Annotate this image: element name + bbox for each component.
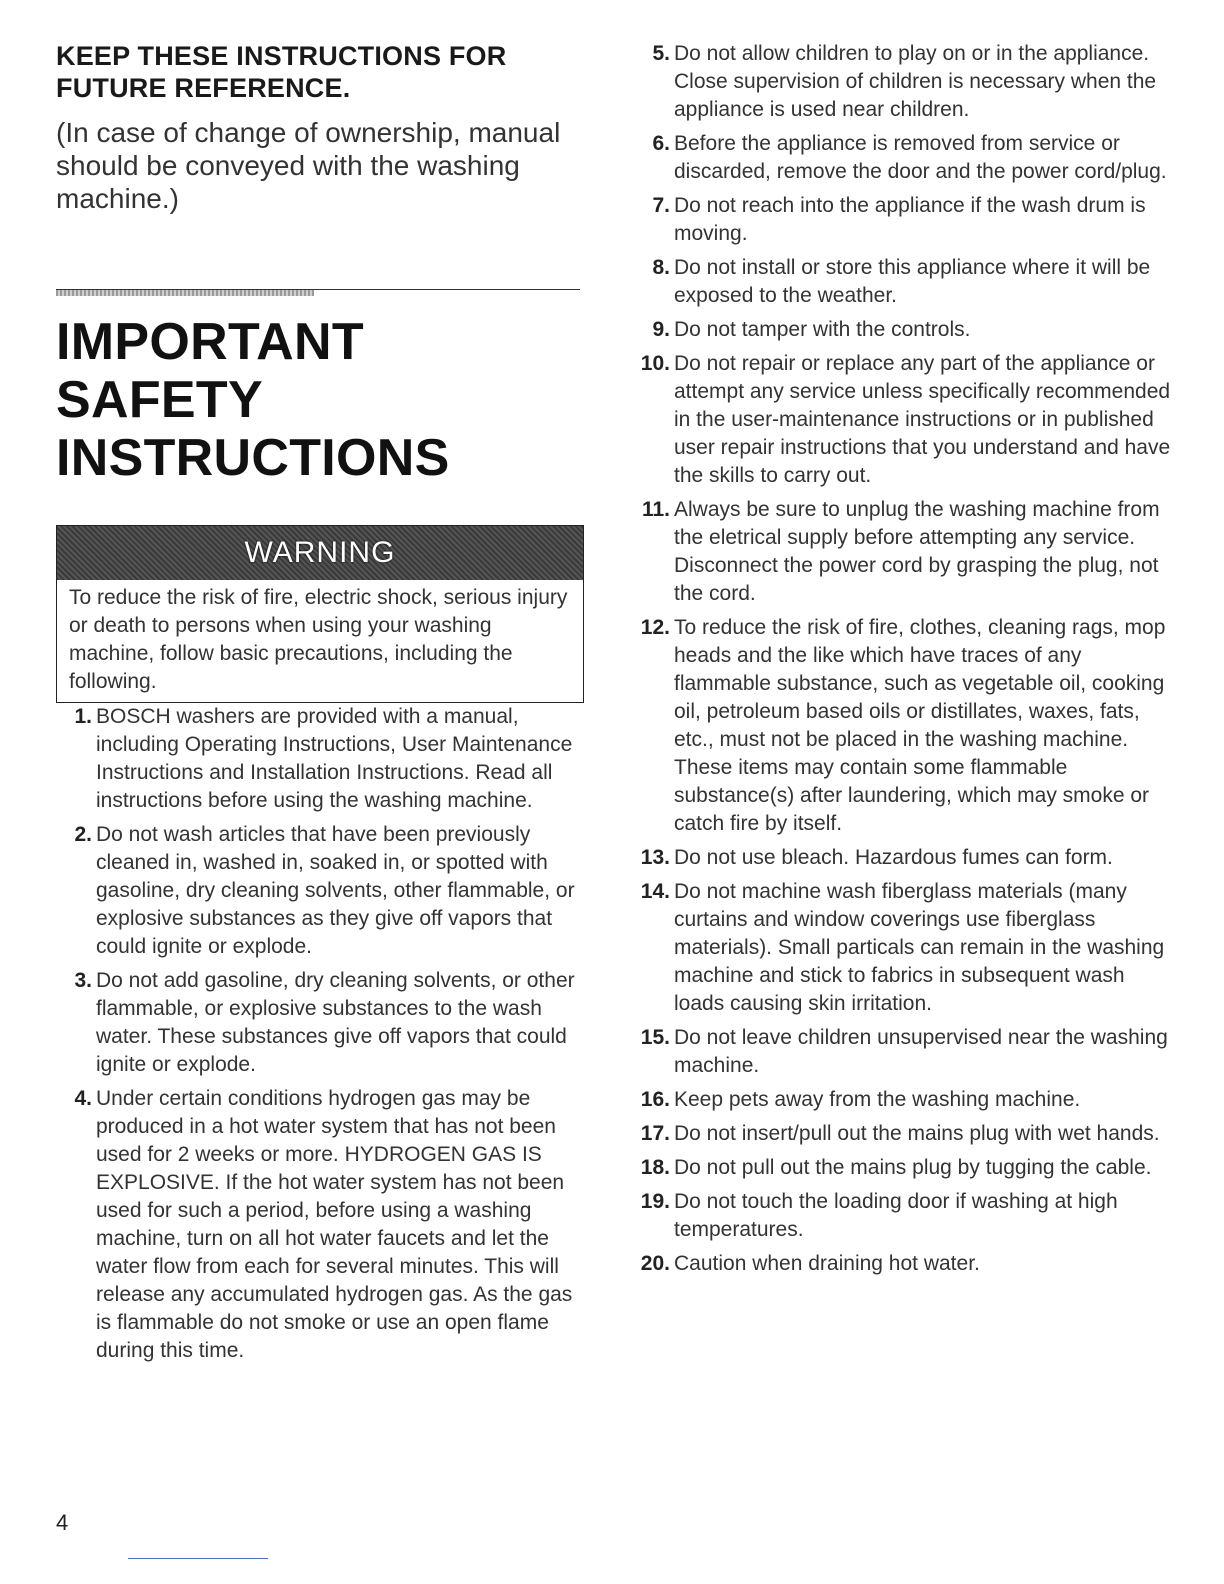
warning-box [56,525,584,703]
item-number: 11. [641,498,670,521]
list-item [56,1085,584,1365]
list-item [634,1024,1174,1080]
list-item [634,1188,1174,1244]
item-text: Keep pets away from the washing machine. [674,1088,1081,1111]
list-item [634,614,1174,838]
item-number: 17. [640,1122,670,1145]
item-number: 9. [652,318,670,341]
list-item [634,1154,1174,1182]
section-divider [56,287,584,297]
item-text: Do not repair or replace any part of the appliance or attempt any service unless specifically recommended in the user-maintenance instructions or in published user repair instructions that you understand and have the skills to carry out. [674,352,1171,487]
warning-heading: WARNING [57,526,583,580]
item-text: Do not allow children to play on or in the appliance. Close supervision of children is necessary when the appliance is used near children. [674,42,1157,121]
item-number: 8. [652,256,670,279]
item-text: Do not wash articles that have been previously cleaned in, washed in, soaked in, or spotted with gasoline, dry cleaning solvents, other flammable, or explosive substances as they give off vapors that could ignite or explode. [96,823,575,958]
item-text: BOSCH washers are provided with a manual, including Operating Instructions, User Maintenance Instructions and Installation Instructions. Read all instructions before using the washing machine. [96,705,573,812]
item-text: Caution when draining hot water. [674,1252,980,1275]
item-text: Do not install or store this appliance where it will be exposed to the weather. [674,256,1151,307]
item-number: 13. [640,846,670,869]
list-item [56,967,584,1079]
footer-rule [128,1558,268,1559]
item-text: Do not reach into the appliance if the wash drum is moving. [674,194,1146,245]
warning-text: To reduce the risk of fire, electric shock, serious injury or death to persons when using your washing machine, follow basic precautions, including the following. [69,586,568,693]
list-item [56,821,584,961]
safety-list-left [56,703,584,1365]
page-title: IMPORTANT SAFETY INSTRUCTIONS [56,313,450,487]
item-text: To reduce the risk of fire, clothes, cleaning rags, mop heads and the like which have traces of any flammable substance, such as vegetable oil, cooking oil, petroleum based oils or distillates, waxes, fats, etc., must not be placed in the washing machine. These items may contain some flammable substance(s) after laundering, which may smoke or catch fire by itself. [674,616,1166,835]
item-text: Do not touch the loading door if washing at high temperatures. [674,1190,1118,1241]
item-number: 19. [640,1190,670,1213]
item-text: Do not pull out the mains plug by tugging the cable. [674,1156,1152,1179]
item-text: Do not add gasoline, dry cleaning solvents, or other flammable, or explosive substances to the wash water. These substances give off vapors that could ignite or explode. [96,969,575,1076]
list-item [634,1250,1174,1278]
item-number: 18. [640,1156,670,1179]
left-column [56,40,584,1371]
item-text: Before the appliance is removed from service or discarded, remove the door and the power cord/plug. [674,132,1167,183]
keep-instructions-title: KEEP THESE INSTRUCTIONS FOR FUTURE REFERENCE. [56,41,507,103]
list-item [634,496,1174,608]
item-number: 14. [640,880,670,903]
list-item [634,192,1174,248]
safety-list-right [634,40,1174,1278]
list-item [634,130,1174,186]
list-item [634,254,1174,310]
item-number: 5. [652,42,670,65]
item-number: 16. [640,1088,670,1111]
item-number: 20. [640,1252,670,1275]
list-item [634,878,1174,1018]
item-text: Do not leave children unsupervised near the washing machine. [674,1026,1168,1077]
ownership-note: (In case of change of ownership, manual should be conveyed with the washing machine.) [56,117,561,214]
item-text: Do not machine wash fiberglass materials (many curtains and window coverings use fiberglass materials). Small particals can remain in the washing machine and stick to fabrics in subsequent wash loads causing skin irritation. [674,880,1165,1015]
item-number: 4. [74,1087,92,1110]
item-number: 10. [640,352,670,375]
divider-bar [56,290,314,296]
list-item [634,844,1174,872]
item-text: Do not use bleach. Hazardous fumes can form. [674,846,1113,869]
right-column [634,40,1174,1284]
item-number: 7. [652,194,670,217]
list-item [634,350,1174,490]
page-number: 4 [56,1510,69,1535]
item-number: 15. [640,1026,670,1049]
item-number: 6. [652,132,670,155]
item-number: 12. [640,616,670,639]
item-text: Do not tamper with the controls. [674,318,971,341]
item-number: 2. [74,823,92,846]
list-item [56,703,584,815]
list-item [634,1086,1174,1114]
list-item [634,40,1174,124]
item-text: Always be sure to unplug the washing machine from the eletrical supply before attempting any service. Disconnect the power cord by grasping the plug, not the cord. [674,498,1160,605]
list-item [634,1120,1174,1148]
item-text: Under certain conditions hydrogen gas may be produced in a hot water system that has not been used for 2 weeks or more. HYDROGEN GAS IS EXPLOSIVE. If the hot water system has not been used for such a period, before using a washing machine, turn on all hot water faucets and let the water flow from each for several minutes. This will release any accumulated hydrogen gas. As the gas is flammable do not smoke or use an open flame during this time. [96,1087,573,1362]
item-number: 1. [74,705,92,728]
item-text: Do not insert/pull out the mains plug with wet hands. [674,1122,1160,1145]
list-item [634,316,1174,344]
item-number: 3. [74,969,92,992]
